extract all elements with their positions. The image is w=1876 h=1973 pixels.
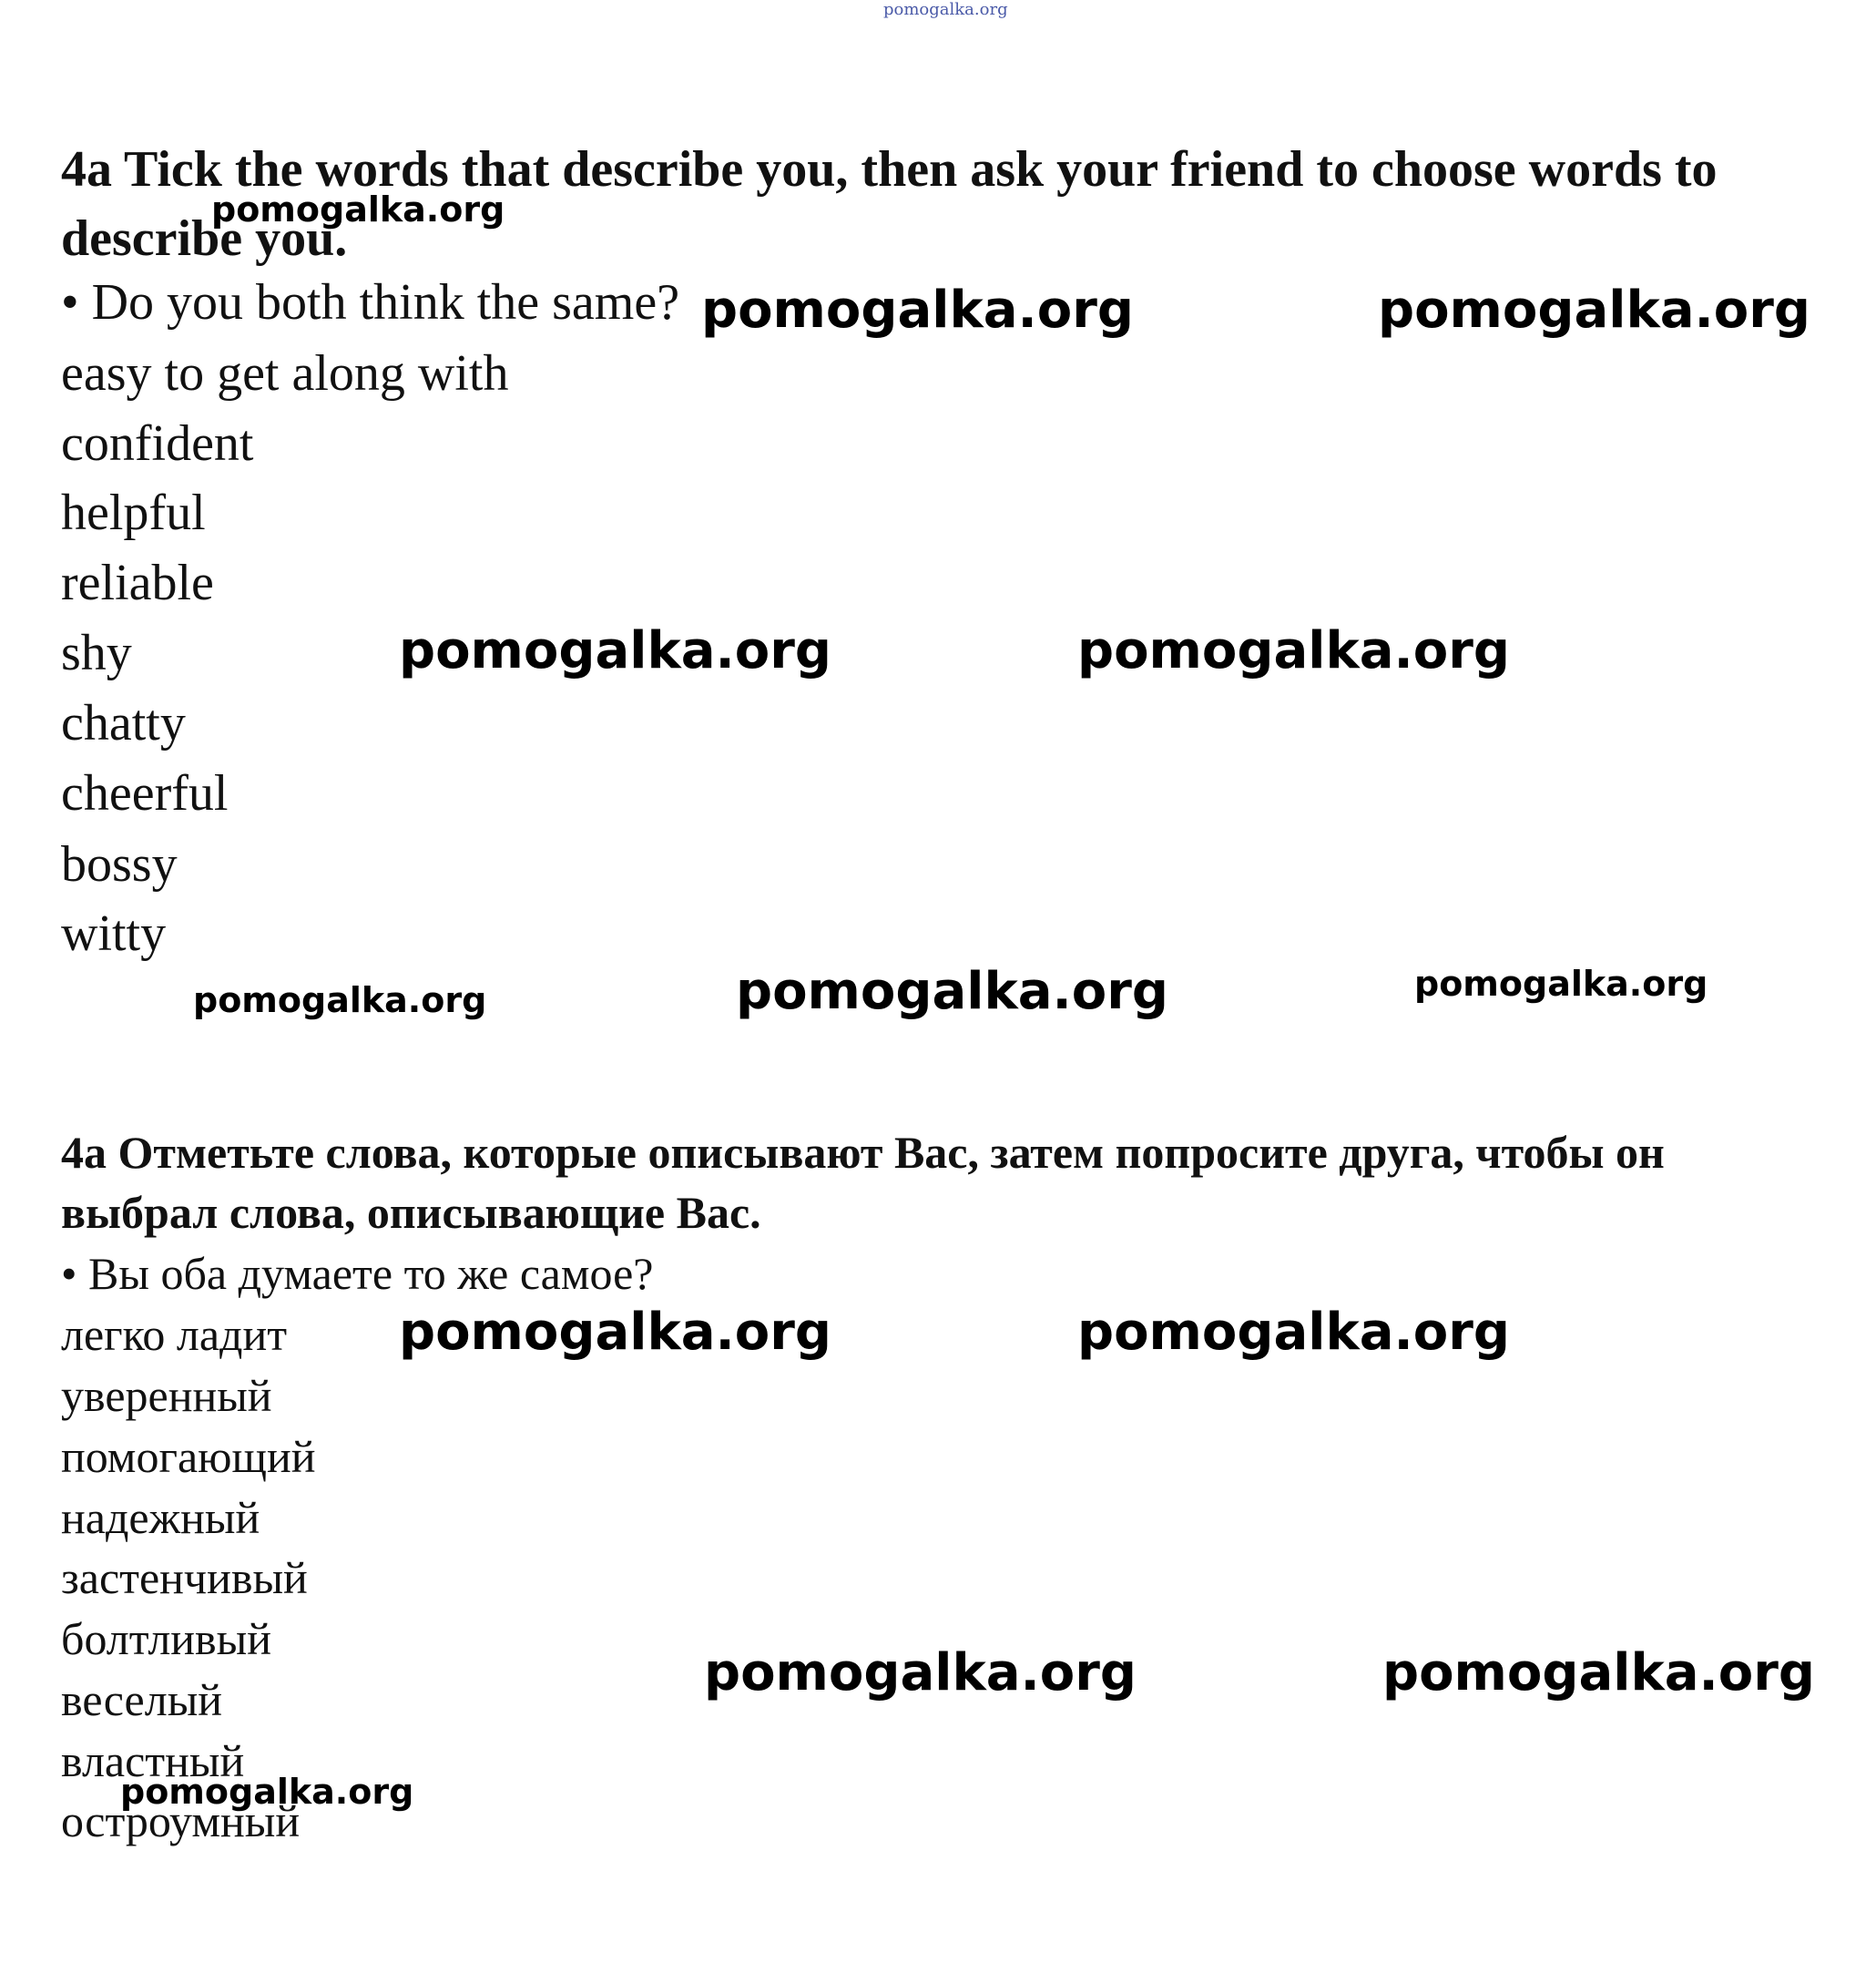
word-item-en: chatty bbox=[61, 695, 186, 751]
word-item-en: witty bbox=[61, 905, 167, 962]
word-item-ru: властный bbox=[61, 1735, 245, 1786]
exercise-heading-ru: 4a Отметьте слова, которые описывают Вас, затем попросите друга, чтобы он выбрал слова, описывающие Вас. bbox=[61, 1127, 1665, 1238]
watermark-text: pomogalka.org bbox=[1077, 1303, 1510, 1362]
watermark-text: pomogalka.org bbox=[211, 189, 505, 230]
watermark-text: pomogalka.org bbox=[399, 621, 831, 680]
watermark-text: pomogalka.org bbox=[399, 1303, 831, 1362]
word-item-ru: остроумный bbox=[61, 1795, 301, 1846]
word-item-ru: легко ладит bbox=[61, 1309, 288, 1360]
word-item-ru: веселый bbox=[61, 1674, 223, 1725]
watermark-text: pomogalka.org bbox=[1382, 1643, 1815, 1702]
watermark-text: pomogalka.org bbox=[1378, 281, 1810, 340]
watermark-text: pomogalka.org bbox=[1414, 964, 1708, 1004]
exercise-heading-en: 4a Tick the words that describe you, then ask your friend to choose words to describe you. bbox=[61, 141, 1718, 267]
word-item-en: cheerful bbox=[61, 765, 229, 822]
top-watermark: pomogalka.org bbox=[883, 0, 1008, 19]
word-item-ru: помогающий bbox=[61, 1431, 316, 1482]
word-item-ru: застенчивый bbox=[61, 1552, 308, 1603]
word-item-ru: уверенный bbox=[61, 1370, 272, 1421]
word-item-en: reliable bbox=[61, 555, 214, 611]
word-item-en: shy bbox=[61, 625, 132, 681]
watermark-text: pomogalka.org bbox=[704, 1643, 1137, 1702]
word-item-ru: надежный bbox=[61, 1492, 260, 1543]
word-item-en: easy to get along with bbox=[61, 345, 509, 402]
watermark-text: pomogalka.org bbox=[193, 980, 487, 1020]
question-en: • Do you both think the same? bbox=[61, 274, 680, 331]
word-item-en: helpful bbox=[61, 485, 206, 541]
word-item-ru: болтливый bbox=[61, 1613, 272, 1664]
word-item-en: confident bbox=[61, 415, 254, 472]
watermark-text: pomogalka.org bbox=[736, 962, 1168, 1021]
watermark-text: pomogalka.org bbox=[120, 1772, 414, 1812]
watermark-text: pomogalka.org bbox=[701, 281, 1134, 340]
watermark-text: pomogalka.org bbox=[1077, 621, 1510, 680]
question-ru: • Вы оба думаете то же самое? bbox=[61, 1248, 654, 1299]
word-item-en: bossy bbox=[61, 836, 178, 893]
